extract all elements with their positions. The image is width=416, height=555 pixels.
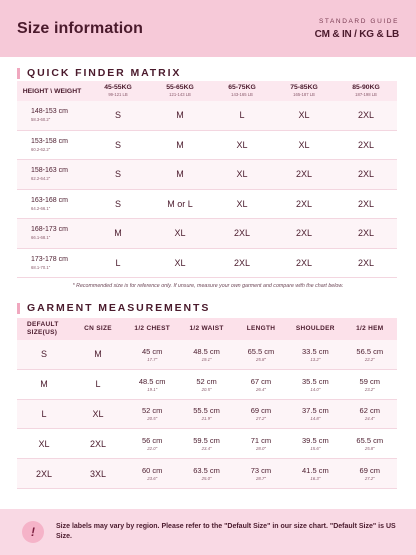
measurement-cell: 41.5 cm 16.3" — [302, 466, 329, 482]
column-header: 1/2 WAIST — [189, 325, 224, 333]
recommended-size: XL — [174, 257, 186, 268]
column-header: SHOULDER — [295, 325, 335, 333]
measurement-cell: 59 cm 23.2" — [359, 376, 380, 392]
exclamation-icon: ! — [22, 521, 44, 543]
table-row — [17, 459, 397, 489]
corner-label: HEIGHT \ WEIGHT — [22, 87, 82, 95]
measurement-cell: 65.5 cm 25.8" — [356, 436, 384, 452]
recommended-size: 2XL — [357, 110, 374, 121]
recommended-size: L — [239, 110, 245, 121]
measurement-cell: 67 cm 26.4" — [250, 376, 272, 392]
measurement-cell: 37.5 cm 14.8" — [302, 406, 329, 422]
recommended-size: XL — [174, 228, 186, 239]
recommended-size: 2XL — [357, 169, 374, 180]
recommendation-note: * Recommended size is for reference only. If unsure, measure your own garment and compare with the chart below. — [72, 283, 344, 289]
recommended-size: 2XL — [357, 228, 374, 239]
measurement-cell: 63.5 cm 25.0" — [193, 466, 220, 482]
measurement-cell: 62 cm 24.4" — [359, 406, 380, 422]
measurement-cell: 56.5 cm 22.2" — [356, 346, 384, 362]
measurement-cell: 48.5 cm 19.1" — [193, 346, 220, 362]
cn-size: 3XL — [89, 468, 106, 479]
garment-table — [17, 318, 397, 489]
weight-column-header: 45-55KG 99-121 LB — [104, 84, 132, 97]
recommended-size: M — [114, 228, 122, 239]
table-row — [17, 249, 397, 279]
recommended-size: M — [176, 110, 184, 121]
recommended-size: 2XL — [295, 198, 312, 209]
measurement-cell: 56 cm 22.0" — [141, 436, 163, 452]
recommended-size: XL — [236, 139, 248, 150]
guide-badge — [315, 18, 399, 40]
recommended-size: L — [115, 257, 121, 268]
column-header: 1/2 CHEST — [134, 325, 170, 333]
cn-size: XL — [92, 408, 104, 419]
recommended-size: S — [114, 198, 121, 209]
recommended-size: S — [114, 110, 121, 121]
region-notice — [0, 509, 416, 555]
measurement-cell: 52 cm 20.5" — [196, 376, 217, 392]
table-row — [17, 370, 397, 400]
page-title: Size information — [17, 19, 144, 37]
table-row — [17, 429, 397, 459]
weight-column-header: 85-90KG 187-198 LB — [352, 84, 380, 97]
quick-finder-table — [17, 81, 397, 278]
quick-finder-header-row — [17, 81, 397, 101]
recommended-size: 2XL — [357, 198, 374, 209]
us-size: XL — [38, 438, 50, 449]
measurement-cell: 33.5 cm 13.2" — [302, 346, 329, 362]
recommended-size: XL — [298, 139, 310, 150]
quick-finder-title: QUICK FINDER MATRIX — [27, 67, 182, 79]
height-label: 163-168 cm 64.2-66.1" — [31, 196, 68, 211]
table-row — [17, 400, 397, 430]
recommended-size: 2XL — [233, 257, 250, 268]
measurement-cell: 69 cm 27.2" — [250, 406, 272, 422]
recommended-size: XL — [236, 198, 248, 209]
table-row — [17, 101, 397, 131]
measurement-cell: 39.5 cm 15.6" — [302, 436, 329, 452]
recommended-size: S — [114, 169, 121, 180]
us-size: S — [40, 349, 47, 360]
weight-column-header: 75-85KG 165-187 LB — [290, 84, 318, 97]
cn-size: M — [94, 349, 102, 360]
table-row — [17, 190, 397, 220]
measurement-cell: 48.5 cm 19.1" — [138, 376, 166, 392]
guide-label: STANDARD GUIDE — [318, 17, 399, 25]
us-size: L — [41, 408, 47, 419]
garment-heading — [0, 301, 416, 315]
section-accent-bar — [17, 68, 20, 79]
recommended-size: M — [176, 169, 184, 180]
height-label: 168-173 cm 66.1-68.1" — [31, 226, 68, 241]
header — [0, 0, 416, 57]
recommended-size: 2XL — [295, 257, 312, 268]
table-row — [17, 340, 397, 370]
height-label: 148-153 cm 58.3-60.2" — [31, 108, 68, 123]
guide-units: CM & IN / KG & LB — [314, 28, 399, 40]
cn-size: 2XL — [89, 438, 106, 449]
us-size: 2XL — [35, 468, 52, 479]
garment-header-row — [17, 318, 397, 340]
column-header: CN SIZE — [84, 325, 112, 333]
recommended-size: 2XL — [295, 228, 312, 239]
measurement-cell: 55.5 cm 21.9" — [193, 406, 220, 422]
weight-column-header: 65-75KG 143-165 LB — [228, 84, 256, 97]
measurement-cell: 73 cm 28.7" — [250, 466, 272, 482]
table-row — [17, 219, 397, 249]
garment-title: GARMENT MEASUREMENTS — [27, 302, 211, 314]
us-size: M — [40, 379, 48, 390]
measurement-cell: 69 cm 27.2" — [359, 466, 380, 482]
region-notice-text: Size labels may vary by region. Please refer to the "Default Size" in our size chart. "Default Size" is US Size. — [56, 522, 396, 540]
table-row — [17, 160, 397, 190]
recommended-size: M — [176, 139, 184, 150]
measurement-cell: 35.5 cm 14.0" — [302, 376, 329, 392]
quick-finder-rows — [17, 101, 397, 278]
column-header: DEFAULT SIZE(US) — [27, 321, 59, 336]
measurement-cell: 60 cm 23.6" — [141, 466, 163, 482]
measurement-cell: 65.5 cm 25.8" — [247, 346, 275, 362]
measurement-cell: 71 cm 28.0" — [250, 436, 272, 452]
height-label: 158-163 cm 62.2-64.2" — [31, 167, 68, 182]
cn-size: L — [95, 379, 101, 390]
measurement-cell: 52 cm 20.5" — [141, 406, 163, 422]
recommended-size: 2XL — [357, 257, 374, 268]
height-label: 153-158 cm 60.2-62.2" — [31, 137, 68, 152]
recommended-size: 2XL — [233, 228, 250, 239]
recommended-size: S — [114, 139, 121, 150]
column-header: LENGTH — [246, 325, 276, 333]
recommended-size: 2XL — [295, 169, 312, 180]
column-header: 1/2 HEM — [356, 325, 384, 333]
measurement-cell: 45 cm 17.7" — [141, 346, 163, 362]
height-label: 173-178 cm 68.1-70.1" — [31, 255, 68, 270]
garment-rows — [17, 340, 397, 489]
recommended-size: XL — [298, 110, 310, 121]
recommended-size: XL — [236, 169, 248, 180]
recommended-size: M or L — [167, 198, 193, 209]
table-row — [17, 131, 397, 161]
weight-column-header: 55-65KG 121-143 LB — [166, 84, 194, 97]
section-accent-bar — [17, 303, 20, 314]
measurement-cell: 59.5 cm 23.4" — [193, 436, 220, 452]
recommended-size: 2XL — [357, 139, 374, 150]
quick-finder-heading — [0, 66, 416, 80]
